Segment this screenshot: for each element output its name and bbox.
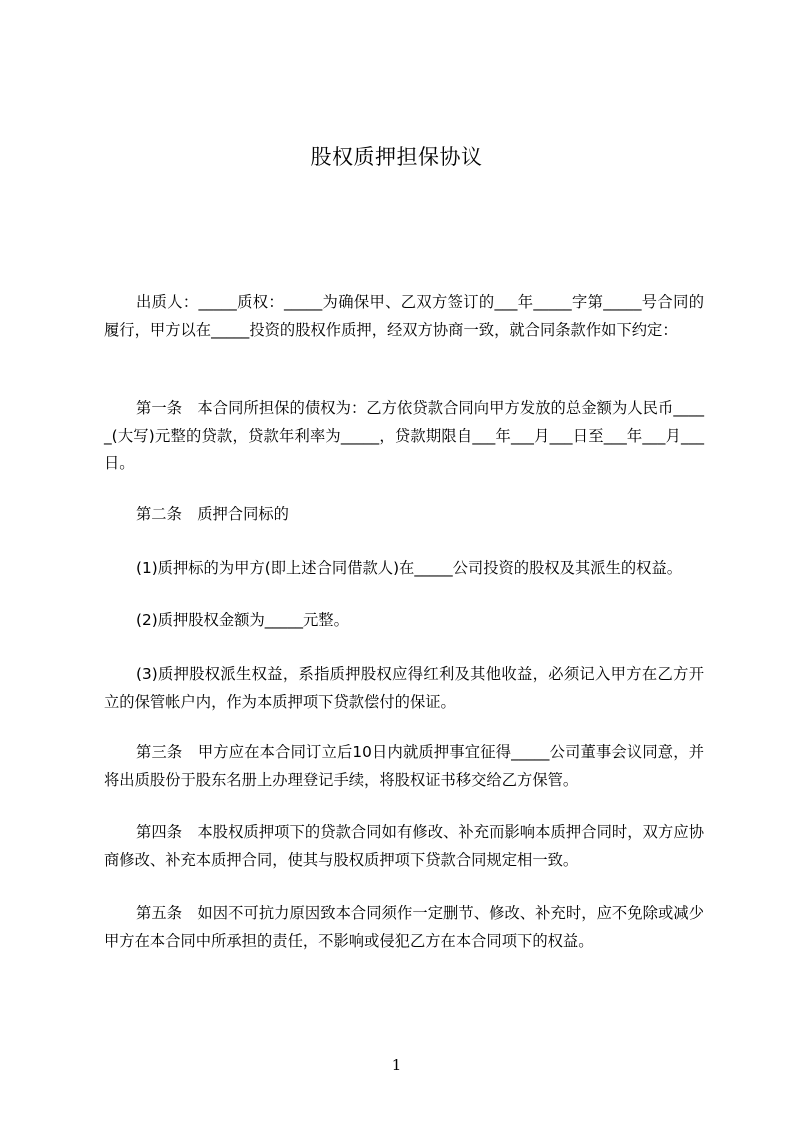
paragraph-article-2-item-1: (1)质押标的为甲方(即上述合同借款人)在_____公司投资的股权及其派生的权益。 [136,559,683,577]
paragraph-article-1: 第一条 本合同所担保的债权为：乙方依贷款合同向甲方发放的总金额为人民币_____(大写)元整的贷款，贷款年利率为_____，贷款期限自___年___月___日至___年___月___日。 [104,399,704,472]
paragraph-article-3: 第三条 甲方应在本合同订立后10日内就质押事宜征得_____公司董事会议同意，并将出质股份于股东名册上办理登记手续，将股权证书移交给乙方保管。 [104,743,704,789]
page-number: 1 [391,1056,402,1074]
paragraph-article-4: 第四条 本股权质押项下的贷款合同如有修改、补充而影响本质押合同时，双方应协商修改、补充本质押合同，使其与股权质押项下贷款合同规定相一致。 [104,823,704,869]
paragraph-article-2-heading: 第二条 质押合同标的 [136,505,289,523]
paragraph-article-5: 第五条 如因不可抗力原因致本合同须作一定删节、修改、补充时，应不免除或减少甲方在本合同中所承担的责任，不影响或侵犯乙方在本合同项下的权益。 [104,904,704,950]
paragraph-article-2-item-2: (2)质押股权金额为_____元整。 [136,611,349,629]
paragraph-article-2-item-3: (3)质押股权派生权益，系指质押股权应得红利及其他收益，必须记入甲方在乙方开立的保管帐户内，作为本质押项下贷款偿付的保证。 [104,665,704,711]
document-title: 股权质押担保协议 [310,145,483,169]
paragraph-preamble: 出质人：_____质权：_____为确保甲、乙双方签订的___年_____字第_____号合同的履行，甲方以在_____投资的股权作质押，经双方协商一致，就合同条款作如下约定： [104,293,704,339]
